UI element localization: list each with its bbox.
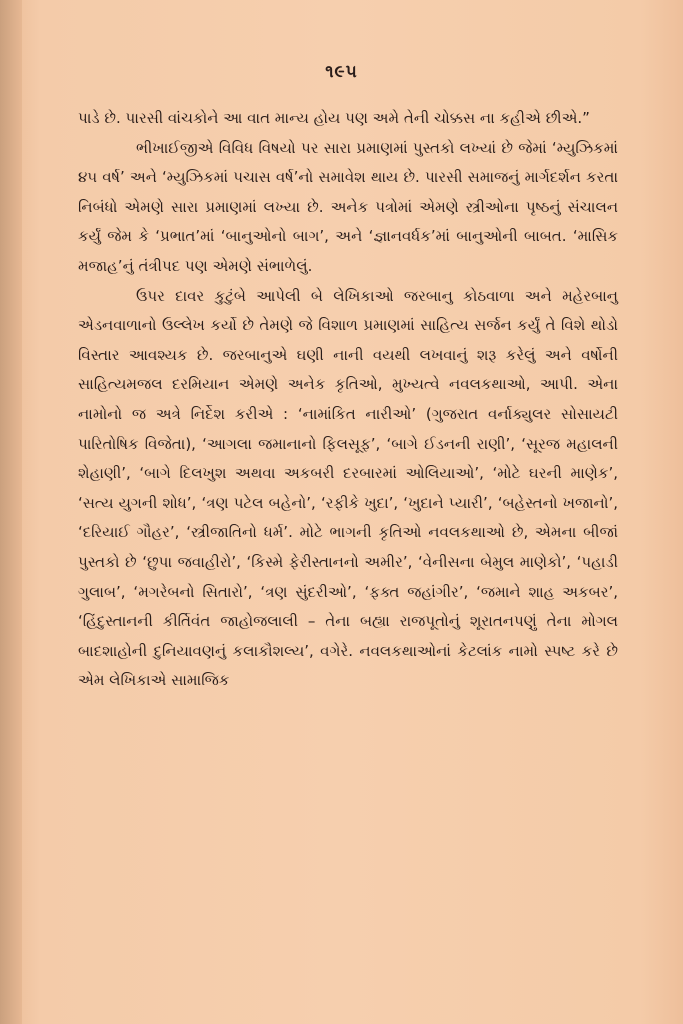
- paragraph-1: પાડે છે. પારસી વાંચકોને આ વાત માન્ય હોય પણ અમે તેની ચોક્કસ ના કહીએ છીએ.”: [78, 109, 590, 127]
- body-text: [78, 104, 618, 696]
- page-number: ૧૯૫: [325, 62, 358, 82]
- paragraph-2: ભીખાઈજીએ વિવિધ વિષયો પર સારા પ્રમાણમાં પુસ્તકો લખ્યાં છે જેમાં ‘મ્યુઝિકમાં ૪૫ વર્ષ’ અને ‘મ્યુઝિકમાં પચાસ વર્ષ’નો સમાવેશ થાય છે. પારસી સમાજનું માર્ગદર્શન કરતા નિબંધો એમણે સારા પ્રમાણમાં લખ્યા છે. અનેક પત્રોમાં એમણે સ્ત્રીઓના પૃષ્ઠનું સંચાલન કર્યું જેમ કે ‘પ્રભાત’માં ‘બાનુઓનો બાગ’, અને ‘જ્ઞાનવર્ધક’માં બાનુઓની બાબત. ‘માસિક મજાહ’નું તંત્રીપદ પણ એમણે સંભાળેલું.: [78, 138, 618, 275]
- page-gutter: [0, 0, 22, 1024]
- paragraph-3: ઉપર દાવર કુટુંબે આપેલી બે લેખિકાઓ જરબાનુ કોઠવાળા અને મહેરબાનુ એડનવાળાનો ઉલ્લેખ કર્યો છે તેમણે જે વિશાળ પ્રમાણમાં સાહિત્ય સર્જન કર્યું તે વિશે થોડો વિસ્તાર આવશ્યક છે. જરબાનુએ ઘણી નાની વયથી લખવાનું શરૂ કરેલું અને વર્ષોની સાહિત્યમજલ દરમિયાન એમણે અનેક કૃતિઓ, મુખ્યત્વે નવલકથાઓ, આપી. એના નામોનો જ અત્રે નિર્દેશ કરીએ : ‘નામાંકિત નારીઓ’ (ગુજરાત વર્નાક્યુલર સોસાયટી પારિતોષિક વિજેતા), ‘આગલા જમાનાનો ફિલસૂફ’, ‘બાગે ઈડનની રાણી’, ‘સૂરજ મહાલની શેહાણી’, ‘બાગે દિલખુશ અથવા અકબરી દરબારમાં ઓલિયાઓ’, ‘મોટે ઘરની માણેક’, ‘સત્ય યુગની શોધ’, ‘ત્રણ પટેલ બહેનો’, ‘રફીકે ખુદા’, ‘ખુદાને પ્યારી’, ‘બહેસ્તનો ખજાનો’, ‘દરિયાઈ ગૌહર’, ‘સ્ત્રીજાતિનો ધર્મ’. મોટે ભાગની કૃતિઓ નવલકથાઓ છે, એમના બીજાં પુસ્તકો છે ‘છુપા જવાહીરો’, ‘કિસ્મે ફેરીસ્તાનનો અમીર’, ‘વેનીસના બેમુલ માણેકો’, ‘પહાડી ગુલાબ’, ‘મગરેબનો સિતારો’, ‘ત્રણ સુંદરીઓ’, ‘ફક્ત જહાંગીર’, ‘જમાને શાહ અકબર’, ‘હિંદુસ્તાનની કીર્તિવંત જાહોજલાલી – તેના બહ્યા રાજપૂતોનું શૂરાતનપણું તેના મોગલ બાદશાહોની દુનિયાવણનું કલાકૌશલ્ય’, વગેરે. નવલકથાઓનાં કેટલાંક નામો સ્પષ્ટ કરે છે એમ લેખિકાએ સામાજિક: [78, 286, 618, 690]
